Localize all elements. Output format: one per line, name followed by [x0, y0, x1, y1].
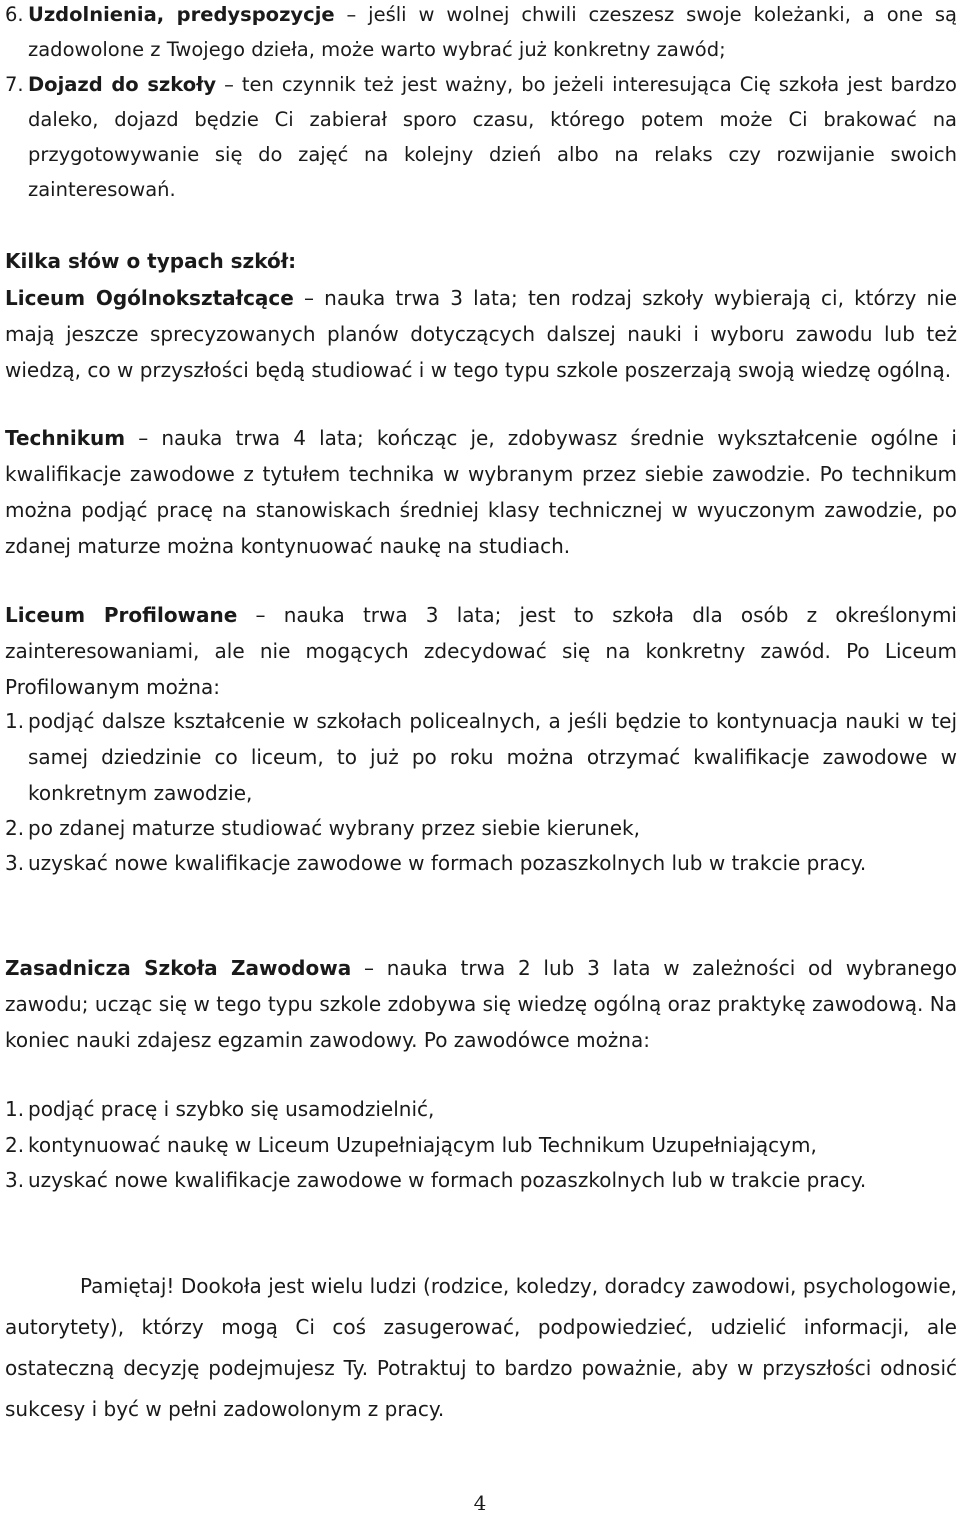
list-number: 6.: [5, 3, 24, 26]
item-title: Uzdolnienia, predyspozycje: [28, 3, 335, 26]
list-item-7: [5, 67, 957, 207]
section-heading: Kilka słów o typach szkół:: [5, 249, 297, 273]
list-item-text: podjąć dalsze kształcenie w szkołach policealnych, a jeśli będzie to kontynuacja nauki w tej samej dziedzinie co liceum, to już po roku można otrzymać kwalifikacje zawodowe w konkretnym zawodzie,: [28, 709, 957, 805]
paragraph-title: Liceum Profilowane: [5, 603, 238, 627]
paragraph-technikum: [5, 420, 957, 564]
list-item: [5, 810, 957, 846]
item-text: – ten czynnik też jest ważny, bo jeżeli interesująca Cię szkoła jest bardzo daleko, dojazd będzie Ci zabierał sporo czasu, którego potem może Ci brakować na przygotowywanie się do zajęć na kolejny dzień albo na relaks czy rozwijanie swoich zainteresowań.: [28, 73, 957, 201]
list-number: 1.: [5, 709, 25, 733]
list-number: 1.: [5, 1097, 25, 1121]
item-title: Dojazd do szkoły: [28, 73, 217, 96]
list-number: 2.: [5, 1133, 25, 1157]
list-item-text: uzyskać nowe kwalifikacje zawodowe w formach pozaszkolnych lub w trakcie pracy.: [28, 1168, 867, 1192]
list-item-text: uzyskać nowe kwalifikacje zawodowe w formach pozaszkolnych lub w trakcie pracy.: [28, 851, 867, 875]
paragraph-liceum-ogolnoksztalcace: [5, 280, 957, 388]
list-item: [5, 1162, 957, 1198]
list-item: [5, 703, 957, 811]
list-number: 7.: [5, 73, 24, 96]
paragraph-title: Liceum Ogólnokształcące: [5, 286, 294, 310]
list-item-text: kontynuować naukę w Liceum Uzupełniającym lub Technikum Uzupełniającym,: [28, 1133, 817, 1157]
paragraph-text: – nauka trwa 3 lata; jest to szkoła dla osób z określonymi zainteresowaniami, ale nie mogących zdecydować się na konkretny zawód. Po Liceum Profilowanym można:: [5, 603, 957, 699]
list-item-text: podjąć pracę i szybko się usamodzielnić,: [28, 1097, 435, 1121]
paragraph-text: – nauka trwa 3 lata; ten rodzaj szkoły wybierają ci, którzy nie mają jeszcze sprecyzowanych planów dotyczących dalszej nauki i wyboru zawodu lub też wiedzą, co w przyszłości będą studiować i w tego typu szkole poszerzają swoją wiedzę ogólną.: [5, 286, 957, 382]
list-number: 3.: [5, 1168, 25, 1192]
paragraph-text: – nauka trwa 2 lub 3 lata w zależności od wybranego zawodu; ucząc się w tego typu szkole zdobywa się wiedzę ogólną oraz praktykę zawodową. Na koniec nauki zdajesz egzamin zawodowy. Po zawodówce można:: [5, 956, 958, 1052]
list-number: 3.: [5, 851, 25, 875]
list-item-text: po zdanej maturze studiować wybrany przez siebie kierunek,: [28, 816, 640, 840]
paragraph-text: – nauka trwa 4 lata; kończąc je, zdobywasz średnie wykształcenie ogólne i kwalifikacje zawodowe z tytułem technika w wybranym przez siebie zawodzie. Po technikum można podjąć pracę na stanowiskach średniej klasy technicznej w wyuczonym zawodzie, po zdanej maturze można kontynuować naukę na studiach.: [5, 426, 957, 558]
list-number: 2.: [5, 816, 25, 840]
list-item-6: [5, 0, 957, 67]
paragraph-zasadnicza-szkola-zawodowa: [5, 950, 957, 1058]
paragraph-title: Technikum: [5, 426, 126, 450]
closing-text: Pamiętaj! Dookoła jest wielu ludzi (rodzice, koledzy, doradcy zawodowi, psychologowie, autorytety), którzy mogą Ci coś zasugerować, podpowiedzieć, udzielić informacji, ale ostateczną decyzję podejmujesz Ty. Potraktuj to bardzo poważnie, aby w przyszłości odnosić sukcesy i być w pełni zadowolonym z pracy.: [5, 1274, 957, 1421]
item-text: – jeśli w wolnej chwili czeszesz swoje koleżanki, a one są zadowolone z Twojego dzieła, może warto wybrać już konkretny zawód;: [28, 3, 957, 61]
list-item: [5, 1127, 957, 1163]
paragraph-liceum-profilowane: [5, 597, 957, 705]
list-item: [5, 845, 957, 881]
closing-paragraph: [5, 1266, 957, 1430]
list-item: [5, 1091, 957, 1127]
paragraph-title: Zasadnicza Szkoła Zawodowa: [5, 956, 352, 980]
page-number: 4: [473, 1491, 487, 1515]
